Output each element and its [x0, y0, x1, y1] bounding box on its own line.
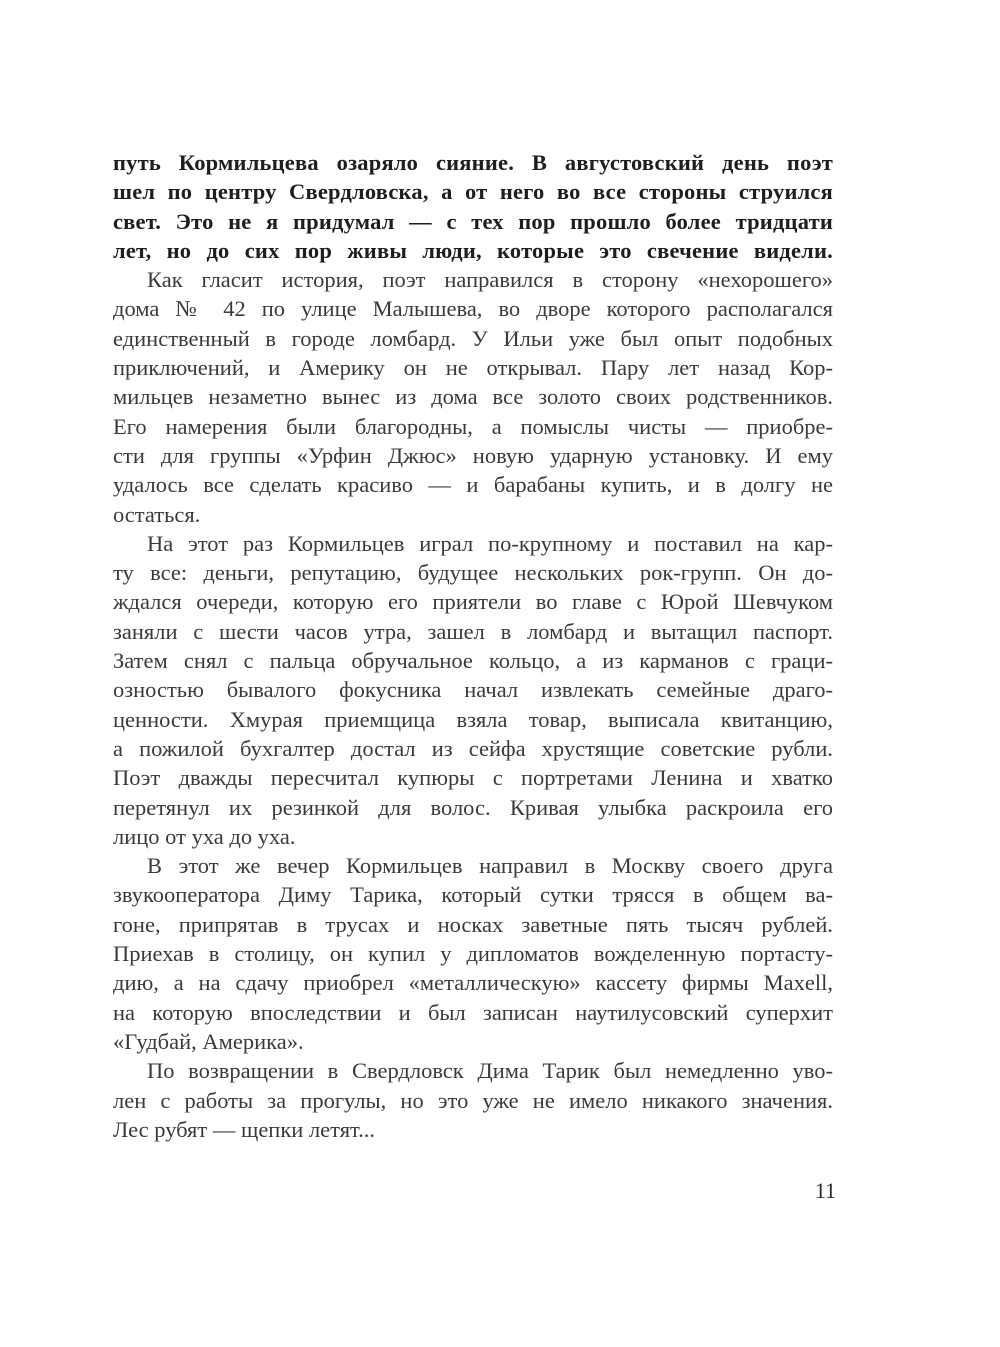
- text-line: путь Кормильцева озаряло сияние. В августовский день поэт: [113, 150, 833, 175]
- text-line: заняли с шести часов утра, зашел в ломбард и вытащил паспорт.: [113, 618, 833, 644]
- text-line: единственный в городе ломбард. У Ильи уже был опыт подобных: [113, 325, 833, 351]
- paragraph-2: [113, 265, 833, 529]
- text-line: озностью бывалого фокусника начал извлекать семейные драго-: [113, 677, 833, 703]
- text-line: На этот раз Кормильцев играл по-крупному и поставил на кар-: [147, 530, 833, 556]
- page-body: [113, 148, 833, 1144]
- text-line: шел по центру Свердловска, а от него во все стороны струился: [113, 179, 833, 205]
- text-line: свет. Это не я придумал — с тех пор прошло более тридцати: [113, 208, 833, 234]
- text-line: По возвращении в Свердловск Дима Тарик был немедленно уво-: [147, 1058, 833, 1084]
- paragraph-4: [113, 851, 833, 1056]
- text-line: лет, но до сих пор живы люди, которые это свечение видели.: [113, 237, 833, 263]
- text-line: Как гласит история, поэт направился в сторону «нехорошего»: [147, 267, 833, 293]
- text-line: гоне, припрятав в трусах и носках заветные пять тысяч рублей.: [113, 911, 833, 937]
- text-line: перетянул их резинкой для волос. Кривая улыбка раскроила его: [113, 794, 833, 820]
- text-line: Затем снял с пальца обручальное кольцо, а из карманов с граци-: [113, 648, 833, 674]
- paragraph-3: [113, 529, 833, 851]
- text-line: приключений, и Америку он не открывал. Пару лет назад Кор-: [113, 355, 833, 381]
- text-line: дию, а на сдачу приобрел «металлическую» кассету фирмы Maxell,: [113, 970, 833, 996]
- text-line: а пожилой бухгалтер достал из сейфа хрустящие советские рубли.: [113, 735, 833, 761]
- text-line: сти для группы «Урфин Джюс» новую ударную установку. И ему: [113, 442, 833, 468]
- page-number: 11: [814, 1178, 836, 1203]
- text-line: лен с работы за прогулы, но это уже не имело никакого значения.: [113, 1087, 833, 1113]
- paragraph-1: [113, 148, 833, 265]
- text-line: удалось все сделать красиво — и барабаны купить, и в долгу не: [113, 472, 833, 498]
- paragraph-5: [113, 1056, 833, 1144]
- text-line: дома № 42 по улице Малышева, во дворе которого располагался: [113, 296, 833, 322]
- text-line: остаться.: [113, 501, 201, 527]
- text-line: ту все: деньги, репутацию, будущее нескольких рок-групп. Он до-: [113, 560, 833, 586]
- text-line: ждался очереди, которую его приятели во главе с Юрой Шевчуком: [113, 589, 833, 615]
- text-line: Приехав в столицу, он купил у дипломатов вожделенную портасту-: [113, 941, 833, 967]
- text-line: Лес рубят — щепки летят...: [113, 1116, 376, 1142]
- text-line: ценности. Хмурая приемщица взяла товар, выписала квитанцию,: [113, 706, 833, 732]
- text-line: Поэт дважды пересчитал купюры с портретами Ленина и хватко: [113, 765, 833, 791]
- text-line: лицо от уха до уха.: [113, 823, 296, 849]
- text-line: В этот же вечер Кормильцев направил в Москву своего друга: [147, 853, 833, 879]
- text-line: Его намерения были благородны, а помыслы чисты — приобре-: [113, 413, 833, 439]
- text-line: на которую впоследствии и был записан наутилусовский суперхит: [113, 999, 833, 1025]
- text-line: мильцев незаметно вынес из дома все золото своих родственников.: [113, 384, 833, 410]
- text-line: звукооператора Диму Тарика, который сутки трясся в общем ва-: [113, 882, 833, 908]
- text-line: «Гудбай, Америка».: [113, 1028, 304, 1054]
